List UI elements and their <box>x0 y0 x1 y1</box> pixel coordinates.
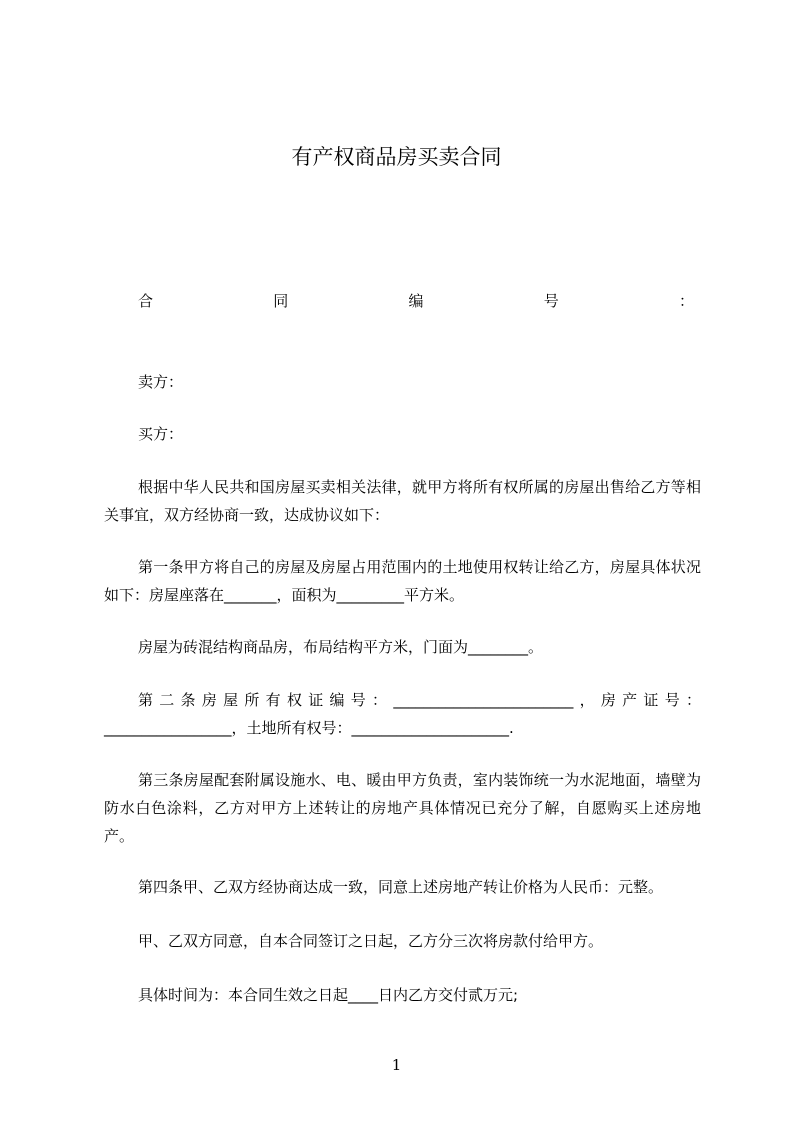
article-1-paragraph: 第一条甲方将自己的房屋及房屋占用范围内的土地使用权转让给乙方，房屋具体状况如下：房屋座落在_______，面积为_________平方米。 <box>104 558 701 604</box>
page-number: 1 <box>391 1056 402 1074</box>
buyer-line: 买方： <box>138 425 184 443</box>
contract-number-char: 编 <box>408 292 424 310</box>
contract-number-char: 合 <box>138 292 154 310</box>
structure-paragraph: 房屋为砖混结构商品房，布局结构平方米，门面为________。 <box>138 638 544 656</box>
contract-number-colon: ： <box>678 292 694 310</box>
article-2-paragraph: 第二条房屋所有权证编号：________________________，房产证号：_________________，土地所有权号：_____________________. <box>104 691 701 737</box>
article-4-paragraph: 第四条甲、乙双方经协商达成一致，同意上述房地产转让价格为人民币：元整。 <box>138 878 664 896</box>
seller-line: 卖方： <box>138 373 184 391</box>
intro-paragraph: 根据中华人民共和国房屋买卖相关法律，就甲方将所有权所属的房屋出售给乙方等相关事宜，双方经协商一致，达成协议如下： <box>104 478 701 524</box>
schedule-paragraph: 具体时间为：本合同生效之日起____日内乙方交付贰万元; <box>138 986 519 1004</box>
contract-number-char: 号 <box>543 292 559 310</box>
article-3-paragraph: 第三条房屋配套附属设施水、电、暖由甲方负责，室内装饰统一为水泥地面，墙壁为防水白色涂料，乙方对甲方上述转让的房地产具体情况已充分了解，自愿购买上述房地产。 <box>104 771 701 845</box>
contract-number-char: 同 <box>273 292 289 310</box>
contract-number-line <box>138 288 694 314</box>
document-title: 有产权商品房买卖合同 <box>291 145 502 169</box>
payment-paragraph: 甲、乙双方同意，自本合同签订之日起，乙方分三次将房款付给甲方。 <box>138 932 604 950</box>
